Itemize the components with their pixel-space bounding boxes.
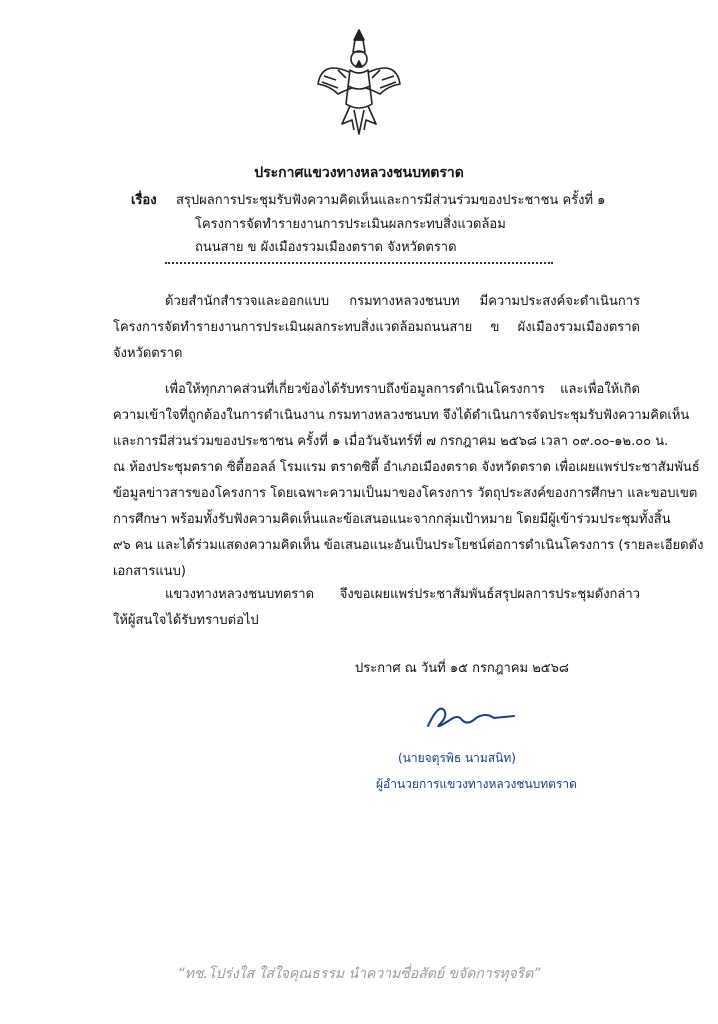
- paragraph-line: การศึกษา พร้อมทั้งรับฟังความคิดเห็นและข้อเสนอแนะจากกลุ่มเป้าหมาย โดยมีผู้เข้าร่วมประชุมทั้งสิ้น: [113, 512, 671, 527]
- subject-line: สรุปผลการประชุมรับฟังความคิดเห็นและการมีส่วนร่วมของประชาชน ครั้งที่ ๑: [176, 193, 606, 208]
- dotted-divider: [165, 262, 553, 264]
- paragraph-line: ข้อมูลข่าวสารของโครงการ โดยเฉพาะความเป็นมาของโครงการ วัตถุประสงค์ของการศึกษา และขอบเขต: [113, 486, 698, 501]
- paragraph-line: เพื่อให้ทุกภาคส่วนที่เกี่ยวข้องได้รับทราบถึงข้อมูลการดำเนินโครงการ และเพื่อให้เกิด: [165, 382, 640, 397]
- announcement-date: ประกาศ ณ วันที่ ๑๕ กรกฎาคม ๒๕๖๘: [355, 661, 569, 676]
- paragraph-line: เอกสารแนบ): [113, 564, 186, 579]
- paragraph-line: จังหวัดตราด: [113, 346, 183, 361]
- signature-icon: [420, 696, 520, 736]
- paragraph-line: ให้ผู้สนใจได้รับทราบต่อไป: [113, 613, 259, 628]
- garuda-emblem-icon: [316, 26, 402, 138]
- paragraph-line: ด้วยสำนักสำรวจและออกแบบ กรมทางหลวงชนบท มีความประสงค์จะดำเนินการ: [165, 294, 640, 309]
- paragraph-line: แขวงทางหลวงชนบทตราด จึงขอเผยแพร่ประชาสัมพันธ์สรุปผลการประชุมดังกล่าว: [165, 587, 640, 602]
- subject-line: ถนนสาย ข ผังเมืองรวมเมืองตราด จังหวัดตราด: [195, 240, 457, 255]
- paragraph-line: ความเข้าใจที่ถูกต้องในการดำเนินงาน กรมทางหลวงชนบท จึงได้ดำเนินการจัดประชุมรับฟังความคิดเห็น: [113, 408, 690, 423]
- paragraph-line: โครงการจัดทำรายงานการประเมินผลกระทบสิ่งแวดล้อมถนนสาย ข ผังเมืองรวมเมืองตราด: [113, 320, 640, 335]
- signer-position: ผู้อำนวยการแขวงทางหลวงชนบทตราด: [376, 777, 577, 791]
- subject-line: โครงการจัดทำรายงานการประเมินผลกระทบสิ่งแวดล้อม: [195, 217, 506, 232]
- footer-motto: “ทช.โปร่งใส ใส่ใจคุณธรรม นำความซื่อสัตย์ ขจัดการทุจริต”: [177, 966, 541, 982]
- announcement-title: ประกาศแขวงทางหลวงชนบทตราด: [254, 165, 464, 181]
- signer-name: (นายจตุรพิธ นามสนิท): [398, 751, 516, 765]
- subject-label: เรื่อง: [131, 193, 157, 208]
- paragraph-line: ๙๖ คน และได้ร่วมแสดงความคิดเห็น ข้อเสนอแนะอันเป็นประโยชน์ต่อการดำเนินโครงการ (รายละเอียดดัง: [113, 538, 704, 553]
- paragraph-line: และการมีส่วนร่วมของประชาชน ครั้งที่ ๑ เมื่อวันจันทร์ที่ ๗ กรกฎาคม ๒๕๖๘ เวลา ๐๙.๐๐-๑๒.๐๐ น.: [113, 434, 669, 449]
- paragraph-line: ณ ห้องประชุมตราด ซิตี้ฮอลล์ โรมแรม ตราดซิตี้ อำเภอเมืองตราด จังหวัดตราด เพื่อเผยแพร่ประชาสัมพันธ์: [113, 460, 700, 475]
